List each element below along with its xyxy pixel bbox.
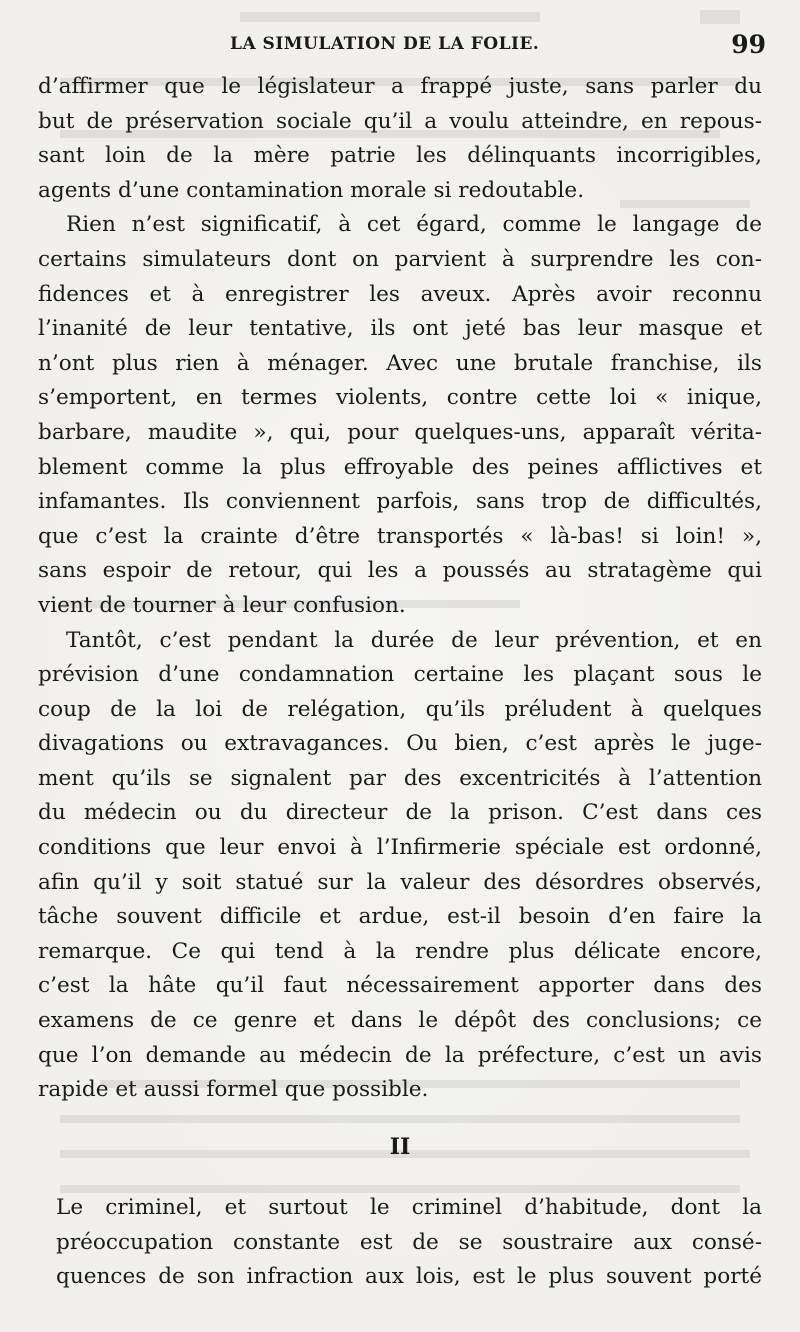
paragraph-4 [56,1191,762,1295]
body-text [38,70,762,1108]
text-line: infamantes. Ils conviennent parfois, sans trop de difficultés, [38,489,762,515]
text-line: préoccupation constante est de se soustraire aux consé- [56,1229,762,1255]
text-line: vient de tourner à leur confusion. [38,592,406,618]
text-line: agents d’une contamination morale si redoutable. [38,177,585,203]
text-line: conditions que leur envoi à l’Infirmerie spéciale est ordonné, [38,835,762,861]
text-line: quences de son infraction aux lois, est le plus souvent porté [56,1264,762,1290]
text-line: prévision d’une condamnation certaine les plaçant sous le [38,662,762,688]
text-line: tâche souvent difficile et ardue, est-il besoin d’en faire la [38,904,762,930]
text-line: c’est la hâte qu’il faut nécessairement apporter dans des [38,973,762,999]
section-heading: II [389,1134,411,1160]
text-line: sant loin de la mère patrie les délinquants incorrigibles, [38,143,762,169]
text-line: Rien n’est significatif, à cet égard, comme le langage de [66,212,762,238]
text-line: que c’est la crainte d’être transportés « là-bas! si loin! », [38,523,762,549]
text-line: l’inanité de leur tentative, ils ont jeté bas leur masque et [38,316,762,342]
text-line: sans espoir de retour, qui les a poussés au stratagème qui [38,558,762,584]
text-line: remarque. Ce qui tend à la rendre plus délicate encore, [38,938,762,964]
text-line: divagations ou extravagances. Ou bien, c’est après le juge- [38,731,762,757]
running-head: LA SIMULATION DE LA FOLIE. [230,34,540,54]
text-line: du médecin ou du directeur de la prison. C’est dans ces [38,800,762,826]
paragraph-3 [38,624,762,1108]
text-line: s’emportent, en termes violents, contre cette loi « inique, [38,385,762,411]
text-line: Tantôt, c’est pendant la durée de leur prévention, et en [66,627,762,653]
text-line: n’ont plus rien à ménager. Avec une brutale franchise, ils [38,350,762,376]
text-line: d’affirmer que le législateur a frappé juste, sans parler du [38,74,762,99]
text-line: barbare, maudite », qui, pour quelques-uns, apparaît vérita- [38,419,762,445]
text-line: examens de ce genre et dans le dépôt des conclusions; ce [38,1008,762,1034]
text-line: fidences et à enregistrer les aveux. Après avoir reconnu [38,281,762,307]
text-line: coup de la loi de relégation, qu’ils préludent à quelques [38,696,762,722]
page-header [0,32,800,62]
text-line: but de préservation sociale qu’il a voulu atteindre, en repous- [38,108,762,134]
section-body-text [56,1191,762,1295]
text-line: blement comme la plus effroyable des peines afflictives et [38,454,762,480]
text-line: que l’on demande au médecin de la préfecture, c’est un avis [38,1042,762,1068]
text-line: certains simulateurs dont on parvient à surprendre les con- [38,246,762,272]
page-number: 99 [731,30,766,59]
paragraph-1 [38,70,762,208]
text-line: ment qu’ils se signalent par des excentricités à l’attention [38,765,762,791]
text-line: Le criminel, et surtout le criminel d’habitude, dont la [56,1195,762,1220]
text-line: rapide et aussi formel que possible. [38,1077,429,1103]
text-line: afin qu’il y soit statué sur la valeur des désordres observés, [38,869,762,895]
paragraph-2 [38,208,762,623]
